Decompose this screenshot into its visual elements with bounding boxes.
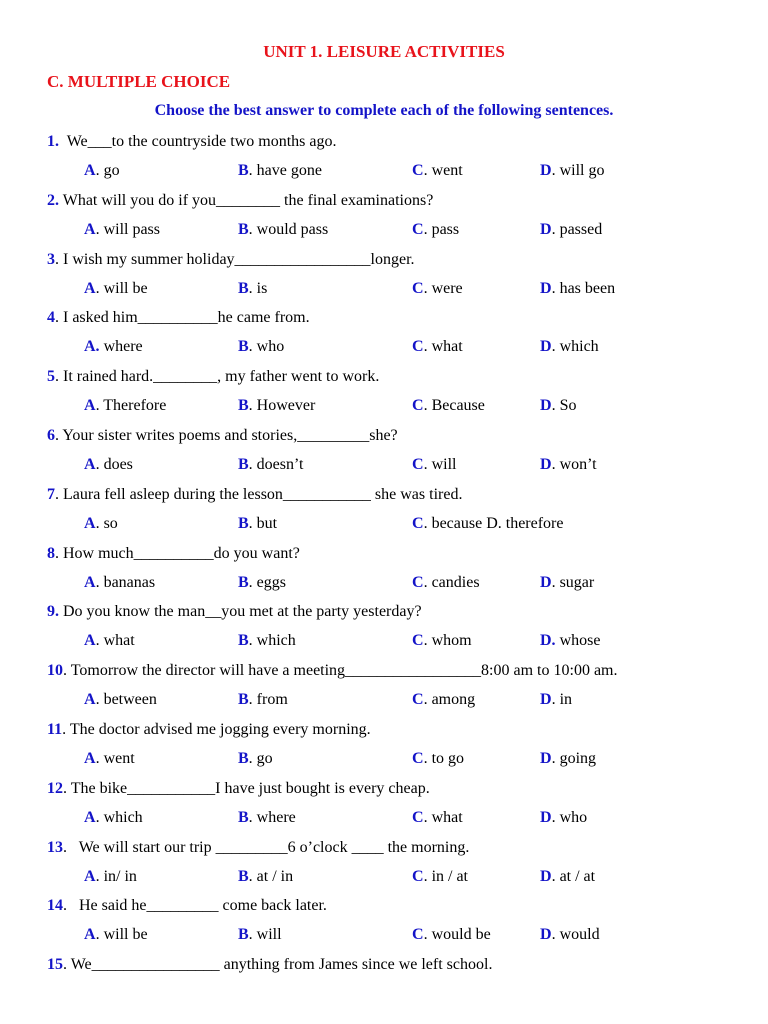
question-item bbox=[47, 953, 747, 1012]
question-number: 13 bbox=[47, 838, 63, 856]
question-item bbox=[47, 777, 747, 836]
instruction-text: Choose the best answer to complete each of the following sentences. bbox=[154, 102, 614, 119]
question-text: Do you know the man__you met at the party yesterday? bbox=[59, 603, 422, 621]
question-text: . We________________ anything from James since we left school. bbox=[63, 956, 493, 974]
option-letter: D bbox=[540, 220, 552, 238]
option-text: . sugar bbox=[551, 573, 595, 591]
option-text: . does bbox=[95, 455, 133, 473]
option-text: . have gone bbox=[248, 162, 322, 179]
answer-option[interactable] bbox=[412, 512, 563, 536]
answer-option[interactable] bbox=[412, 923, 491, 947]
question-item bbox=[47, 894, 747, 953]
option-text: . go bbox=[248, 749, 273, 767]
option-text: . in/ in bbox=[95, 867, 137, 885]
question-item bbox=[47, 130, 747, 189]
option-letter: D bbox=[540, 338, 552, 356]
question-stem bbox=[47, 248, 415, 272]
option-text: . would pass bbox=[248, 220, 329, 238]
option-letter: D bbox=[540, 573, 552, 591]
option-text: where bbox=[99, 338, 143, 356]
answer-option[interactable] bbox=[84, 277, 148, 301]
question-stem bbox=[47, 953, 492, 977]
question-number: 1. bbox=[47, 133, 59, 150]
option-letter: A. bbox=[84, 338, 100, 356]
option-letter: D bbox=[540, 808, 552, 826]
answer-option[interactable] bbox=[540, 335, 599, 359]
section-heading: C. MULTIPLE CHOICE bbox=[47, 72, 231, 91]
answer-option[interactable] bbox=[84, 453, 133, 477]
option-letter: A bbox=[84, 867, 96, 885]
answer-option[interactable] bbox=[238, 806, 296, 830]
question-stem bbox=[47, 306, 310, 330]
answer-option[interactable] bbox=[238, 218, 328, 242]
option-text: . passed bbox=[551, 220, 603, 238]
question-text: . How much__________do you want? bbox=[55, 544, 300, 562]
option-letter: A bbox=[84, 397, 96, 415]
option-text: . pass bbox=[423, 220, 460, 238]
question-item bbox=[47, 189, 747, 248]
answer-option[interactable] bbox=[540, 218, 602, 242]
answer-option[interactable] bbox=[540, 688, 572, 712]
option-letter: B bbox=[238, 573, 249, 591]
question-item bbox=[47, 424, 747, 483]
option-text: . went bbox=[95, 749, 135, 767]
question-item bbox=[47, 836, 747, 895]
question-number: 7 bbox=[47, 485, 55, 503]
option-letter: A bbox=[84, 573, 96, 591]
question-text: . I wish my summer holiday_________________longer. bbox=[55, 250, 415, 268]
option-letter: A bbox=[84, 749, 96, 767]
answer-option[interactable] bbox=[84, 335, 143, 359]
option-letter: A bbox=[84, 808, 96, 826]
option-letter: C bbox=[412, 749, 424, 767]
option-text: . to go bbox=[423, 749, 465, 767]
option-letter: C bbox=[412, 691, 424, 709]
option-text: . between bbox=[95, 691, 157, 709]
answer-option[interactable] bbox=[84, 218, 160, 242]
question-text: . I asked him__________he came from. bbox=[55, 309, 310, 327]
option-text: . eggs bbox=[248, 573, 286, 591]
option-letter: C bbox=[412, 455, 424, 473]
answer-options bbox=[47, 923, 747, 947]
option-text: . who bbox=[551, 808, 588, 826]
option-text: whose bbox=[555, 632, 601, 650]
answer-options bbox=[47, 159, 747, 183]
option-text: . who bbox=[248, 338, 285, 356]
question-stem bbox=[47, 659, 617, 683]
option-letter: C bbox=[412, 397, 424, 415]
answer-option[interactable] bbox=[238, 394, 315, 418]
option-text: . would be bbox=[423, 926, 491, 944]
answer-options bbox=[47, 277, 747, 301]
answer-option[interactable] bbox=[540, 453, 597, 477]
option-letter: B bbox=[238, 397, 249, 415]
answer-option[interactable] bbox=[540, 629, 600, 653]
answer-option[interactable] bbox=[84, 571, 155, 595]
option-text: . won’t bbox=[551, 455, 597, 473]
question-stem bbox=[47, 836, 469, 860]
answer-options bbox=[47, 865, 747, 889]
answer-option[interactable] bbox=[412, 747, 464, 771]
question-item bbox=[47, 718, 747, 777]
option-letter: D. bbox=[540, 632, 556, 650]
question-text: We___to the countryside two months ago. bbox=[59, 133, 337, 150]
question-stem bbox=[47, 424, 398, 448]
option-letter: C bbox=[412, 867, 424, 885]
option-text: . doesn’t bbox=[248, 455, 304, 473]
question-item bbox=[47, 306, 747, 365]
option-letter: B bbox=[238, 220, 249, 238]
option-letter: B bbox=[238, 632, 249, 650]
question-stem bbox=[47, 600, 422, 624]
option-text: . so bbox=[95, 514, 118, 532]
question-number: 4 bbox=[47, 309, 55, 327]
option-text: . where bbox=[248, 808, 296, 826]
option-letter: D bbox=[540, 397, 552, 415]
answer-options bbox=[47, 394, 747, 418]
option-letter: C bbox=[412, 926, 424, 944]
answer-options bbox=[47, 747, 747, 771]
question-item bbox=[47, 365, 747, 424]
option-letter: B bbox=[238, 808, 249, 826]
question-stem bbox=[47, 365, 379, 389]
option-letter: D bbox=[540, 926, 552, 944]
option-text: . bananas bbox=[95, 573, 156, 591]
answer-option[interactable] bbox=[412, 688, 475, 712]
answer-option[interactable] bbox=[540, 394, 576, 418]
option-letter: C bbox=[412, 220, 424, 238]
question-number: 10 bbox=[47, 662, 63, 680]
question-list bbox=[47, 130, 747, 1012]
option-letter: A bbox=[84, 514, 96, 532]
option-text: . has been bbox=[551, 279, 616, 297]
option-letter: B bbox=[238, 749, 249, 767]
option-letter: B bbox=[238, 338, 249, 356]
question-number: 12 bbox=[47, 779, 63, 797]
question-number: 6 bbox=[47, 426, 55, 444]
option-text: . going bbox=[551, 749, 597, 767]
answer-option[interactable] bbox=[412, 159, 463, 183]
answer-option[interactable] bbox=[84, 806, 143, 830]
question-stem bbox=[47, 189, 433, 213]
option-text: . but bbox=[248, 514, 278, 532]
question-number: 3 bbox=[47, 250, 55, 268]
option-letter: B bbox=[238, 455, 249, 473]
answer-option[interactable] bbox=[412, 335, 463, 359]
option-text: . which bbox=[551, 338, 599, 356]
answer-option[interactable] bbox=[238, 923, 282, 947]
question-text: . The doctor advised me jogging every morning. bbox=[62, 720, 371, 738]
option-letter: A bbox=[84, 162, 96, 179]
question-stem bbox=[47, 718, 371, 742]
option-letter: B bbox=[238, 691, 249, 709]
option-letter: D bbox=[540, 162, 552, 179]
option-text: . in / at bbox=[423, 867, 468, 885]
answer-options bbox=[47, 688, 747, 712]
answer-options bbox=[47, 571, 747, 595]
option-letter: D bbox=[540, 691, 552, 709]
option-text: . what bbox=[423, 338, 463, 356]
answer-option[interactable] bbox=[238, 571, 286, 595]
option-letter: A bbox=[84, 279, 96, 297]
option-text: . at / in bbox=[248, 867, 294, 885]
answer-option[interactable] bbox=[238, 747, 273, 771]
option-text: . would bbox=[551, 926, 600, 944]
question-number: 15 bbox=[47, 956, 63, 974]
answer-options bbox=[47, 218, 747, 242]
question-stem bbox=[47, 483, 462, 507]
answer-option[interactable] bbox=[412, 629, 472, 653]
option-letter: C bbox=[412, 162, 424, 179]
question-number: 9. bbox=[47, 603, 59, 621]
option-letter: C bbox=[412, 632, 424, 650]
option-text: . will be bbox=[95, 926, 148, 944]
answer-option[interactable] bbox=[412, 806, 463, 830]
option-letter: B bbox=[238, 162, 249, 179]
option-letter: D bbox=[540, 455, 552, 473]
option-text: . Because bbox=[423, 397, 485, 415]
option-letter: C bbox=[412, 279, 424, 297]
answer-option[interactable] bbox=[238, 159, 322, 183]
question-item bbox=[47, 600, 747, 659]
question-item bbox=[47, 248, 747, 307]
question-text: What will you do if you________ the final examinations? bbox=[59, 191, 434, 209]
answer-option[interactable] bbox=[84, 629, 135, 653]
question-text: . Laura fell asleep during the lesson___________ she was tired. bbox=[55, 485, 463, 503]
option-letter: C bbox=[412, 338, 424, 356]
option-letter: C bbox=[412, 808, 424, 826]
answer-option[interactable] bbox=[540, 747, 596, 771]
answer-option[interactable] bbox=[238, 277, 267, 301]
question-number: 14 bbox=[47, 897, 63, 915]
option-letter: A bbox=[84, 926, 96, 944]
option-text: . However bbox=[248, 397, 316, 415]
answer-option[interactable] bbox=[84, 688, 157, 712]
option-letter: D bbox=[540, 279, 552, 297]
answer-option[interactable] bbox=[412, 453, 456, 477]
option-text: . from bbox=[248, 691, 288, 709]
question-stem bbox=[47, 777, 430, 801]
option-text: . will be bbox=[95, 279, 148, 297]
option-letter: B bbox=[238, 514, 249, 532]
answer-option[interactable] bbox=[84, 159, 120, 183]
answer-options bbox=[47, 335, 747, 359]
answer-option[interactable] bbox=[84, 923, 148, 947]
question-number: 5 bbox=[47, 368, 55, 386]
answer-option[interactable] bbox=[238, 688, 288, 712]
option-text: . whom bbox=[423, 632, 472, 650]
question-stem bbox=[47, 542, 300, 566]
answer-options bbox=[47, 512, 747, 536]
question-text: . Your sister writes poems and stories,_________she? bbox=[55, 426, 398, 444]
answer-option[interactable] bbox=[412, 277, 463, 301]
question-stem bbox=[47, 130, 337, 154]
option-text: . in bbox=[551, 691, 573, 709]
option-text: . is bbox=[248, 279, 268, 297]
answer-option[interactable] bbox=[540, 571, 594, 595]
answer-option[interactable] bbox=[238, 453, 303, 477]
answer-option[interactable] bbox=[238, 865, 293, 889]
answer-option[interactable] bbox=[84, 512, 118, 536]
option-letter: C bbox=[412, 573, 424, 591]
question-item bbox=[47, 542, 747, 601]
option-text: . were bbox=[423, 279, 463, 297]
option-text: . will go bbox=[551, 162, 605, 179]
answer-option[interactable] bbox=[412, 571, 480, 595]
option-text: . because D. therefore bbox=[423, 514, 564, 532]
option-letter: A bbox=[84, 691, 96, 709]
option-letter: A bbox=[84, 455, 96, 473]
answer-option[interactable] bbox=[540, 159, 604, 183]
answer-option[interactable] bbox=[84, 747, 135, 771]
question-text: . We will start our trip _________6 o’clock ____ the morning. bbox=[63, 838, 470, 856]
question-number: 2. bbox=[47, 191, 59, 209]
option-text: . go bbox=[95, 162, 120, 179]
question-text: . He said he_________ come back later. bbox=[63, 897, 327, 915]
answer-option[interactable] bbox=[412, 865, 468, 889]
question-stem bbox=[47, 894, 327, 918]
option-letter: D bbox=[540, 749, 552, 767]
answer-option[interactable] bbox=[412, 218, 459, 242]
option-text: . went bbox=[423, 162, 463, 179]
answer-options bbox=[47, 629, 747, 653]
option-letter: B bbox=[238, 279, 249, 297]
option-letter: B bbox=[238, 926, 249, 944]
option-text: . will pass bbox=[95, 220, 161, 238]
question-text: . The bike___________I have just bought is every cheap. bbox=[63, 779, 430, 797]
option-text: . among bbox=[423, 691, 476, 709]
option-text: . what bbox=[423, 808, 463, 826]
answer-option[interactable] bbox=[540, 277, 615, 301]
answer-option[interactable] bbox=[238, 335, 284, 359]
answer-option[interactable] bbox=[412, 394, 485, 418]
option-text: . which bbox=[248, 632, 296, 650]
option-text: . candies bbox=[423, 573, 480, 591]
answer-option[interactable] bbox=[540, 806, 587, 830]
answer-option[interactable] bbox=[238, 512, 277, 536]
question-number: 8 bbox=[47, 544, 55, 562]
option-letter: A bbox=[84, 632, 96, 650]
option-text: . Therefore bbox=[95, 397, 167, 415]
answer-option[interactable] bbox=[540, 865, 595, 889]
answer-options bbox=[47, 453, 747, 477]
option-letter: B bbox=[238, 867, 249, 885]
answer-option[interactable] bbox=[84, 394, 166, 418]
option-letter: D bbox=[540, 867, 552, 885]
option-letter: A bbox=[84, 220, 96, 238]
page-title: UNIT 1. LEISURE ACTIVITIES bbox=[263, 42, 505, 61]
question-item bbox=[47, 483, 747, 542]
option-text: . which bbox=[95, 808, 143, 826]
option-text: . So bbox=[551, 397, 577, 415]
answer-options bbox=[47, 806, 747, 830]
option-letter: C bbox=[412, 514, 424, 532]
answer-option[interactable] bbox=[238, 629, 296, 653]
question-text: . Tomorrow the director will have a meeting_________________8:00 am to 10:00 am. bbox=[63, 662, 618, 680]
option-text: . at / at bbox=[551, 867, 596, 885]
answer-option[interactable] bbox=[540, 923, 600, 947]
question-item bbox=[47, 659, 747, 718]
option-text: . will bbox=[423, 455, 457, 473]
question-number: 11 bbox=[47, 720, 63, 738]
answer-option[interactable] bbox=[84, 865, 137, 889]
option-text: . what bbox=[95, 632, 135, 650]
option-text: . will bbox=[248, 926, 282, 944]
question-text: . It rained hard.________, my father went to work. bbox=[55, 368, 380, 386]
